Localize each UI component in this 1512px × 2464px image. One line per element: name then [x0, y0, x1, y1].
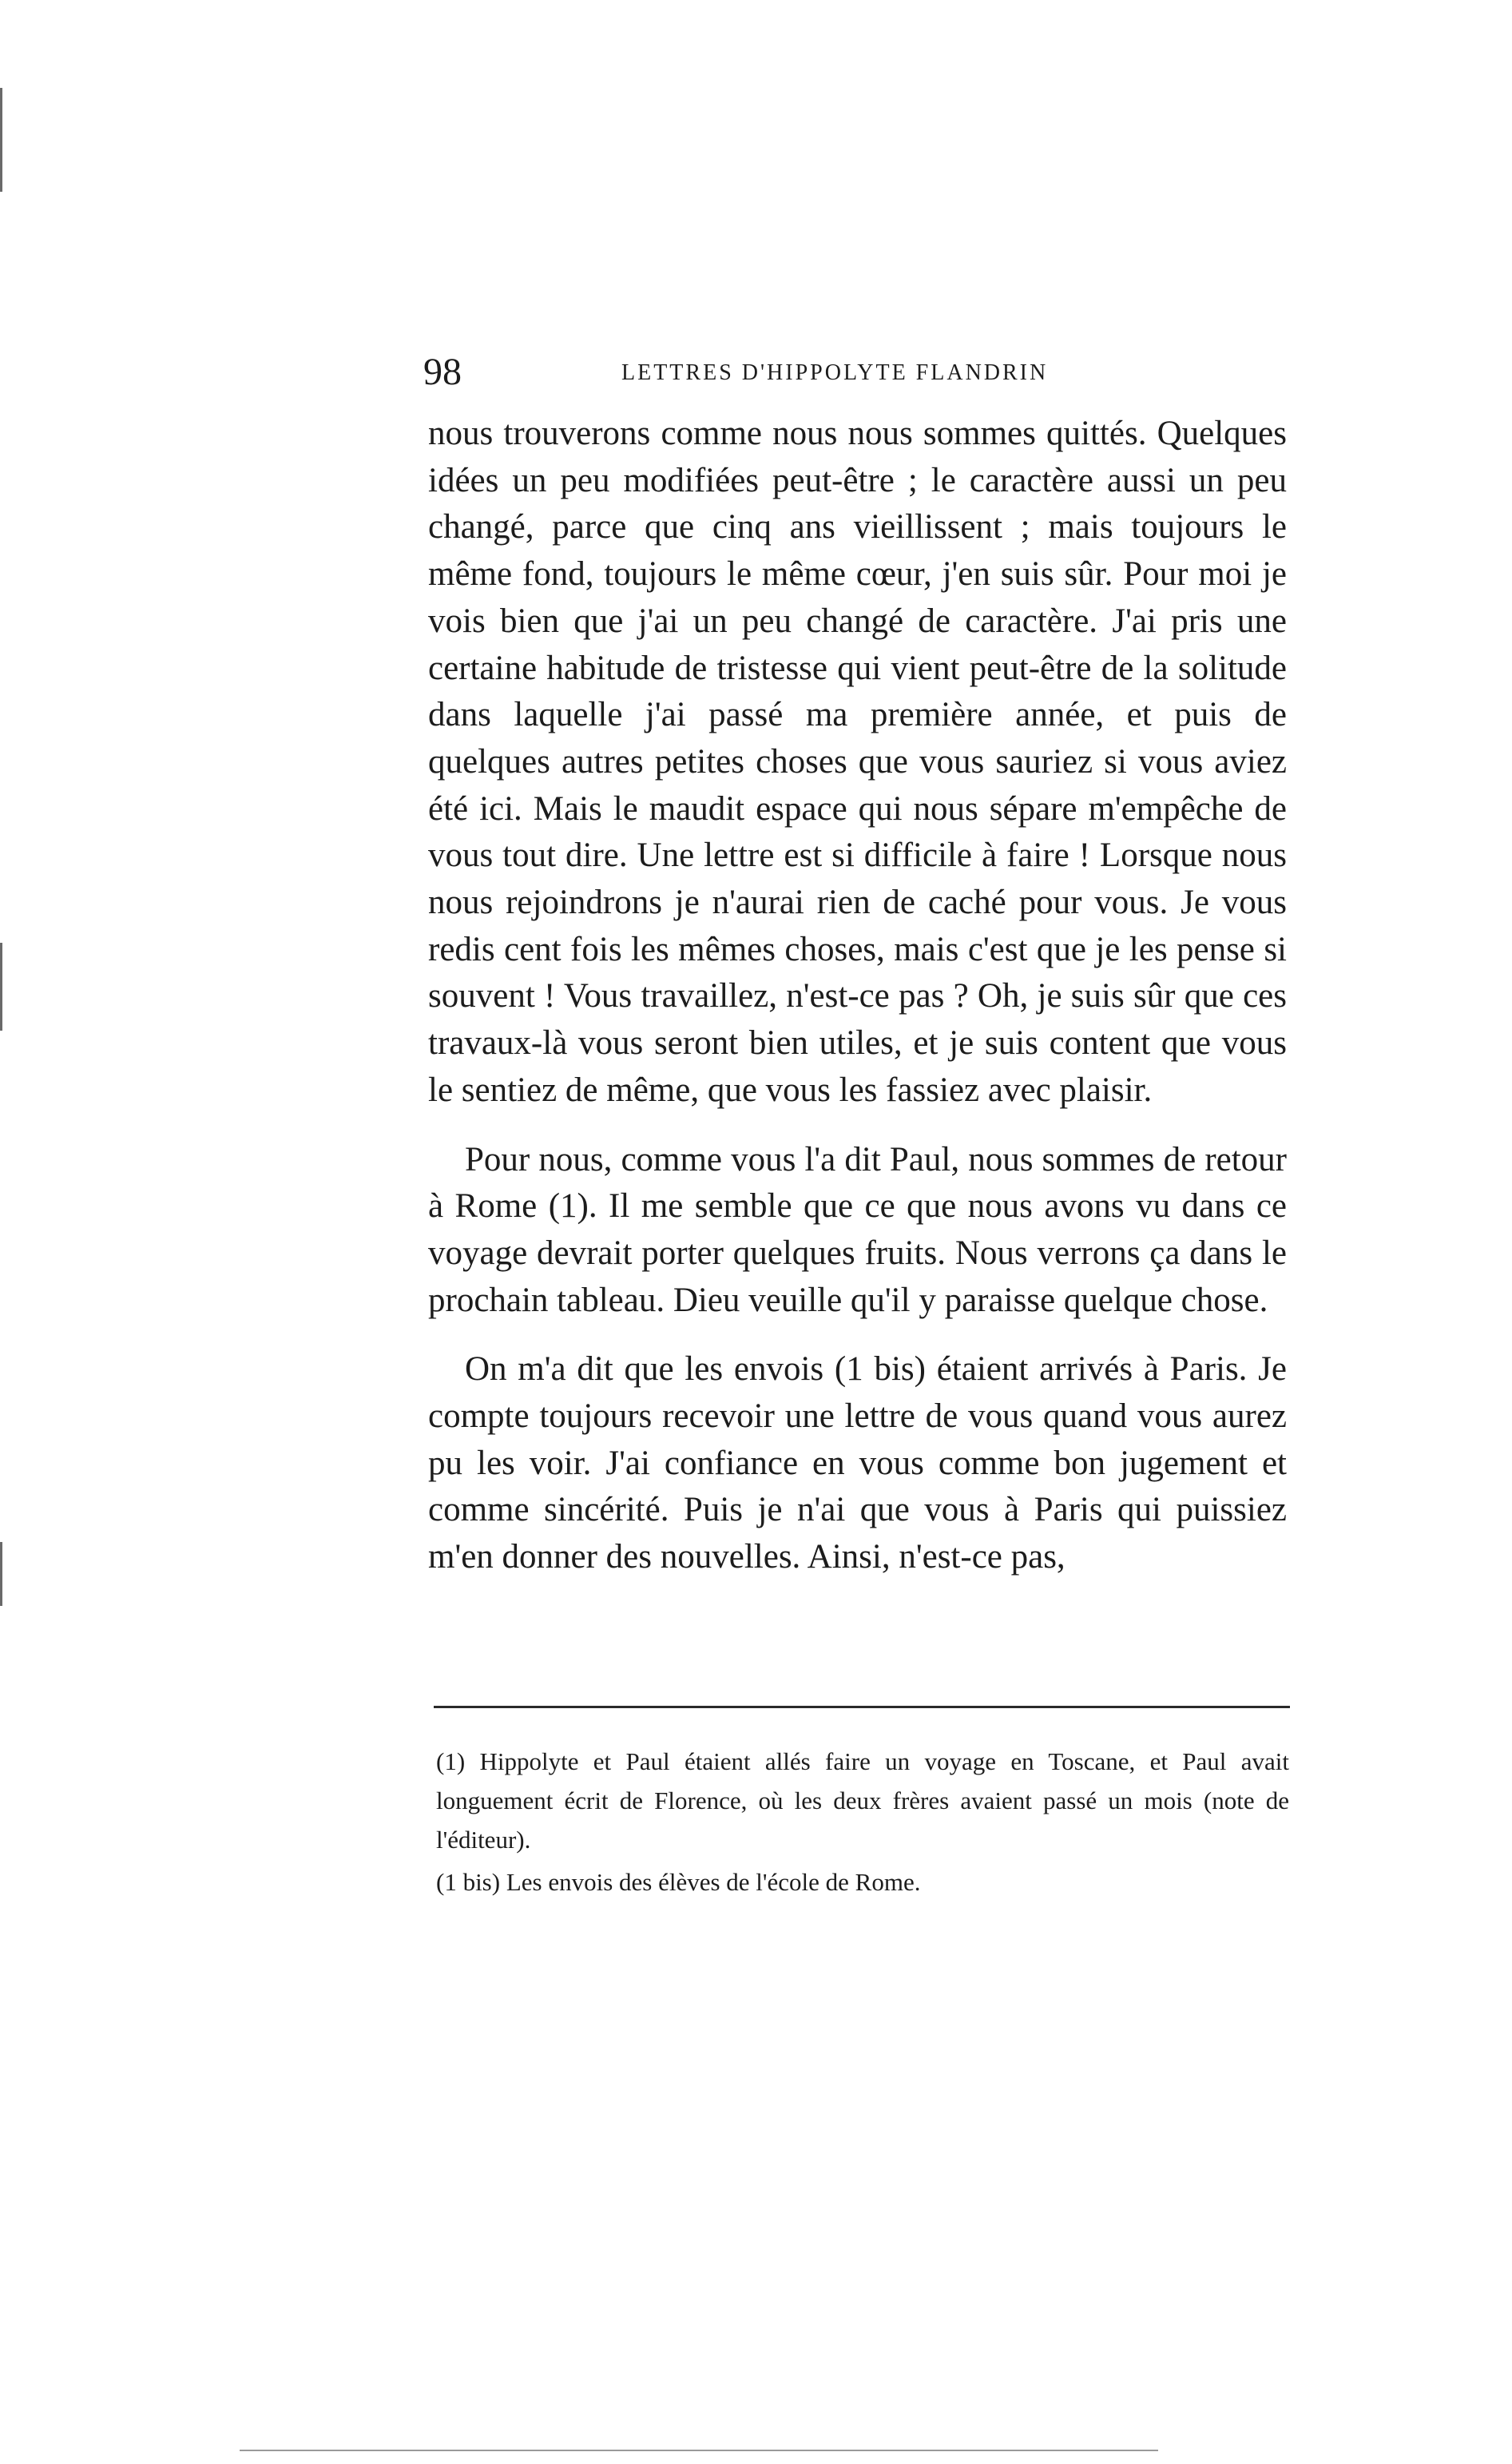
paragraph: On m'a dit que les envois (1 bis) étaient arrivés à Paris. Je compte toujours recevoir une lettre de vous quand vous aurez pu les voir. J'ai confiance en vous comme bon jugement et comme sincérité. Puis je n'ai que vous à Paris qui puissiez m'en donner des nouvelles. Ainsi, n'est-ce pas,	[428, 1350, 1287, 1576]
footnote: (1 bis) Les envois des élèves de l'école de Rome.	[436, 1868, 921, 1896]
scan-edge-mark	[0, 1542, 2, 1606]
scan-edge-mark	[0, 88, 2, 192]
body-text	[428, 411, 1287, 1581]
page-number: 98	[423, 351, 462, 393]
footnote-divider	[434, 1706, 1290, 1708]
paragraph: Pour nous, comme vous l'a dit Paul, nous sommes de retour à Rome (1). Il me semble que ce que nous avons vu dans ce voyage devrait porter quelques fruits. Nous verrons ça dans le prochain tableau. Dieu veuille qu'il y paraisse quelque chose.	[428, 1140, 1287, 1319]
page-header	[423, 348, 1086, 396]
scan-edge-mark	[0, 943, 2, 1031]
footnotes	[436, 1742, 1289, 1902]
footnote: (1) Hippolyte et Paul étaient allés faire un voyage en Toscane, et Paul avait longuement écrit de Florence, où les deux frères avaient passé un mois (note de l'éditeur).	[436, 1747, 1289, 1854]
paragraph: nous trouverons comme nous nous sommes quittés. Quelques idées un peu modifiées peut-être ; le caractère aussi un peu changé, parce que cinq ans vieillissent ; mais toujours le même fond, toujours le même cœur, j'en suis sûr. Pour moi je vois bien que j'ai un peu changé de caractère. J'ai pris une certaine habitude de tristesse qui vient peut-être de la solitude dans laquelle j'ai passé ma première année, et puis de quelques autres petites choses que vous sauriez si vous aviez été ici. Mais le maudit espace qui nous sépare m'empêche de vous tout dire. Une lettre est si difficile à faire ! Lorsque nous nous rejoindrons je n'aurai rien de caché pour vous. Je vous redis cent fois les mêmes choses, mais c'est que je les pense si souvent ! Vous travaillez, n'est-ce pas ? Oh, je suis sûr que ces travaux-là vous seront bien utiles, et je suis content que vous le sentiez de même, que vous les fassiez avec plaisir.	[428, 415, 1287, 1109]
running-title: LETTRES D'HIPPOLYTE FLANDRIN	[621, 360, 1049, 385]
page-bottom-edge	[240, 2450, 1158, 2451]
